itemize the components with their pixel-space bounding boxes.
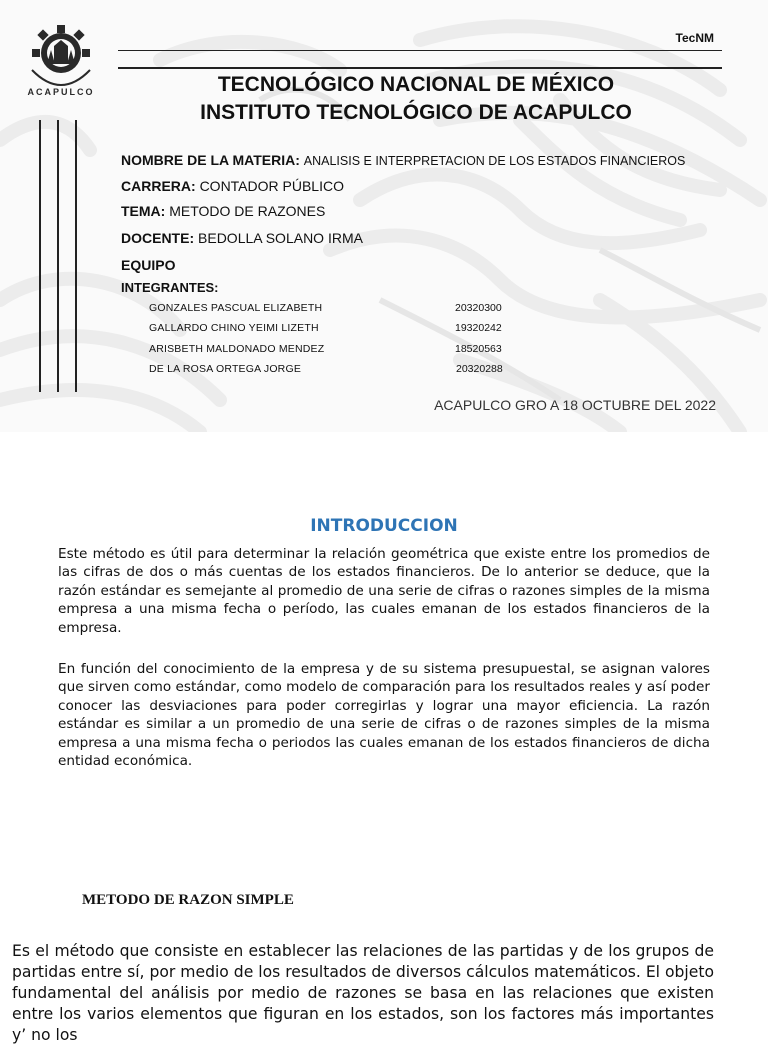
margin-rule-3 — [75, 120, 77, 392]
place-date: ACAPULCO GRO A 18 OCTUBRE DEL 2022 — [434, 397, 716, 413]
member-name: DE LA ROSA ORTEGA JORGE — [149, 363, 302, 375]
topic-value: METODO DE RAZONES — [169, 203, 326, 219]
subject-field — [121, 152, 685, 168]
introduction-paragraph-1: Este método es útil para determinar la relación geométrica que existe entre los promedios de las cifras de dos o más cuentas de los estados financieros. De lo anterior se deduce, que la razón estándar es semejante al promedio de una serie de cifras o razones simples de la misma empresa a una misma fecha o período, las cuales emanan de los estados financieros de la empresa. — [58, 546, 710, 636]
top-rule — [118, 50, 722, 51]
margin-rule-1 — [39, 120, 41, 392]
member-name: GALLARDO CHINO YEIMI LIZETH — [149, 322, 319, 334]
team-label: EQUIPO — [121, 257, 176, 273]
eagle-watermark — [0, 0, 768, 432]
career-label: CARRERA: — [121, 178, 196, 194]
institute-name: INSTITUTO TECNOLÓGICO DE ACAPULCO — [200, 101, 632, 124]
members-label: INTEGRANTES: — [121, 280, 219, 295]
teacher-field — [121, 230, 363, 246]
member-name: GONZALES PASCUAL ELIZABETH — [149, 302, 323, 314]
topic-label: TEMA: — [121, 203, 166, 219]
brand-label: TecNM — [675, 31, 714, 45]
section-paragraph: Es el método que consiste en establecer las relaciones de las partidas y de los grupos de partidas entre sí, por medio de los resultados de diversos cálculos matemáticos. El objeto fundamental del análisis por medio de razones se basa en las relaciones que existen entre los varios elementos que figuran en los estados, son los factores más importantes y’ no los — [12, 942, 714, 1044]
member-id: 20320300 — [455, 302, 502, 314]
institution-title: TECNOLÓGICO NACIONAL DE MÉXICO — [217, 73, 615, 96]
teacher-label: DOCENTE: — [121, 230, 195, 246]
acapulco-logo — [20, 20, 102, 102]
member-id: 20320288 — [456, 363, 503, 375]
member-name: ARISBETH MALDONADO MENDEZ — [149, 343, 325, 355]
introduction-heading: INTRODUCCION — [310, 516, 458, 536]
subject-value: ANALISIS E INTERPRETACION DE LOS ESTADOS FINANCIEROS — [303, 154, 686, 168]
margin-rule-2 — [57, 120, 59, 392]
topic-field — [121, 203, 325, 219]
title-rule — [118, 67, 722, 69]
career-field — [121, 178, 344, 194]
cover-page — [0, 0, 768, 432]
career-value: CONTADOR PÚBLICO — [199, 178, 344, 194]
member-id: 18520563 — [455, 343, 502, 355]
subject-label: NOMBRE DE LA MATERIA: — [121, 152, 300, 168]
svg-text:ACAPULCO: ACAPULCO — [27, 87, 95, 97]
section-heading: METODO DE RAZON SIMPLE — [82, 892, 294, 908]
teacher-value: BEDOLLA SOLANO IRMA — [198, 230, 363, 246]
member-id: 19320242 — [455, 322, 502, 334]
introduction-paragraph-2: En función del conocimiento de la empresa y de su sistema presupuestal, se asignan valores que sirven como estándar, como modelo de comparación para los resultados reales y así poder conocer las desviaciones para poder corregirlas y lograr una mayor eficiencia. La razón estándar es similar a un promedio de una serie de cifras o de razones simples de la misma empresa a una misma fecha o periodos las cuales emanan de los estados financieros de dicha entidad económica. — [58, 661, 710, 770]
